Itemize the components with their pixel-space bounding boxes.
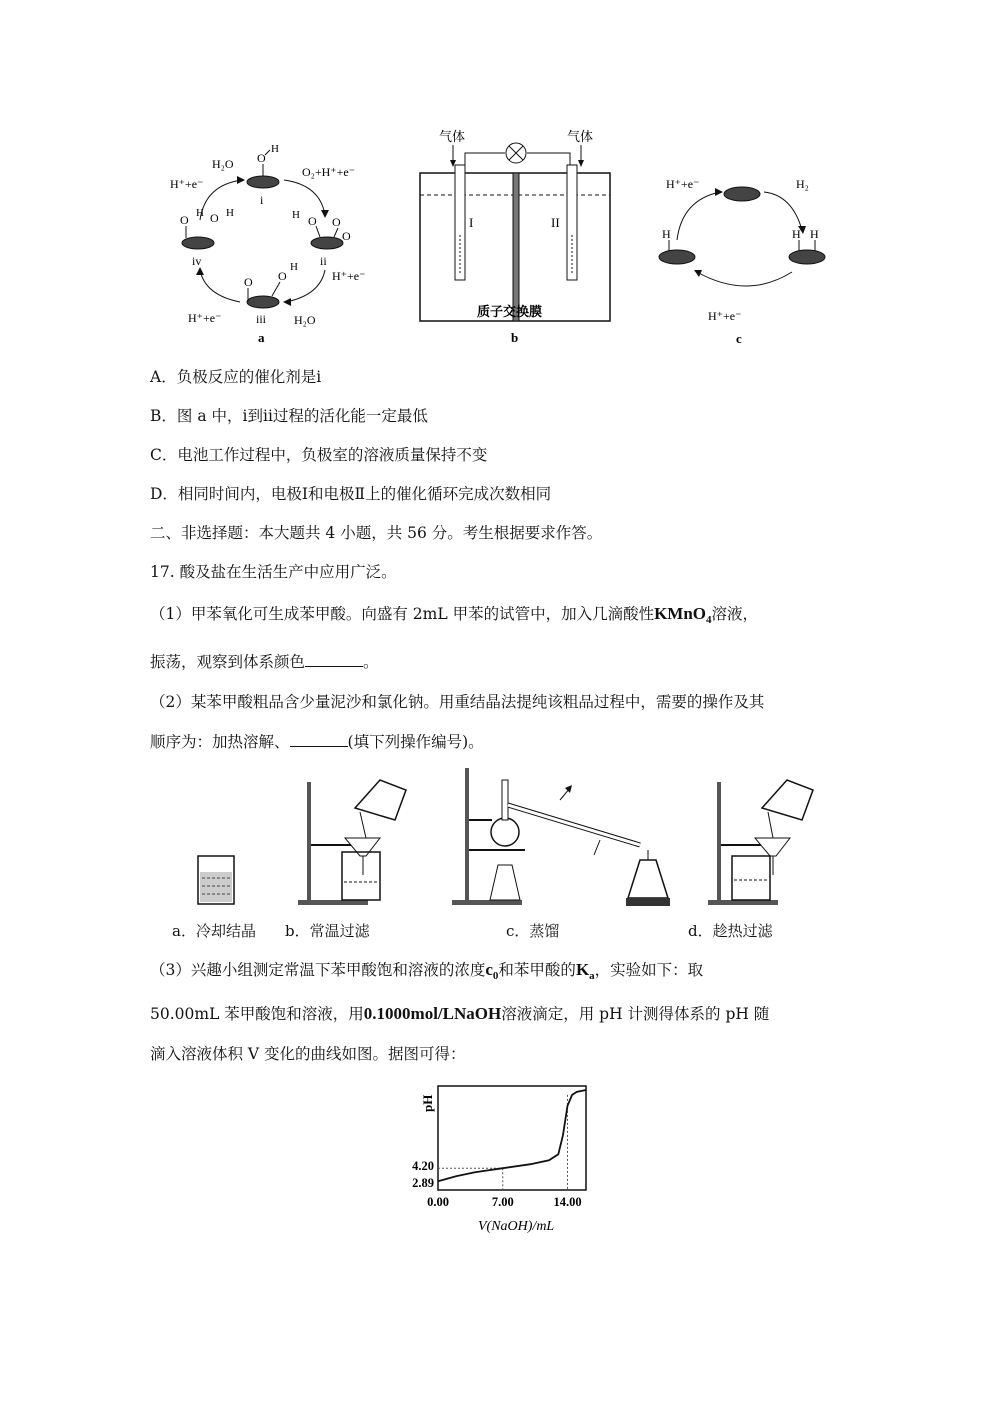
label-he-bottom: H⁺+e⁻ xyxy=(708,309,742,323)
question-17-part1: （1）甲苯氧化可生成苯甲酸。向盛有 2mL 甲苯的试管中，加入几滴酸性KMnO$_4$溶液， xyxy=(150,604,759,627)
filtration-room-temp xyxy=(298,780,406,905)
label-he-right: H⁺+e⁻ xyxy=(332,269,366,283)
x-tick-2: 14.00 xyxy=(553,1195,582,1209)
question-17-stem: 17. 酸及盐在生活生产中应用广泛。 xyxy=(150,563,397,581)
figure-a-catalytic-cycle xyxy=(160,130,390,350)
y-axis-label: pH xyxy=(420,1094,435,1112)
label-electrode-1: I xyxy=(469,215,474,230)
titration-chart xyxy=(410,1078,600,1238)
svg-text:O: O xyxy=(332,215,341,229)
section-heading: 二、非选择题：本大题共 4 小题，共 56 分。考生根据要求作答。 xyxy=(150,524,603,542)
question-17-part2: （2）某苯甲酸粗品含少量泥沙和氯化钠。用重结晶法提纯该粗品过程中，需要的操作及其 xyxy=(150,693,765,711)
svg-text:O: O xyxy=(308,214,317,228)
figure-c-label: c xyxy=(736,331,742,346)
svg-text:O: O xyxy=(342,229,351,243)
series-line xyxy=(438,1090,586,1181)
label-he-top: H⁺+e⁻ xyxy=(666,177,700,191)
figure-c-cycle xyxy=(652,160,842,350)
y-tick-1: 4.20 xyxy=(412,1159,434,1174)
svg-text:H: H xyxy=(662,227,671,241)
x-axis-label: V(NaOH)/mL xyxy=(478,1219,555,1234)
distillation-setup xyxy=(452,768,670,906)
answer-blank-1[interactable] xyxy=(305,665,363,667)
label-iii: iii xyxy=(256,312,267,326)
beaker-cooling xyxy=(198,856,234,904)
figure-b-label: b xyxy=(511,330,519,345)
question-17-part1-cont: 振荡，观察到体系颜色 。 xyxy=(150,653,379,671)
label-h2o-top: H₂O xyxy=(212,157,234,171)
x-tick-1: 7.00 xyxy=(491,1195,514,1209)
label-gas-left: 气体 xyxy=(439,129,466,144)
svg-text:O: O xyxy=(257,151,266,165)
caption-a: a．冷却结晶 xyxy=(172,922,256,940)
question-17-part3-cont: 50.00mL 苯甲酸饱和溶液，用0.1000mol/LNaOH溶液滴定，用 pH 计测得体系的 pH 随 xyxy=(150,1004,770,1023)
caption-b: b．常温过滤 xyxy=(285,922,370,940)
option-d: D．相同时间内，电极Ⅰ和电极Ⅱ上的催化循环完成次数相同 xyxy=(150,485,552,503)
label-h2o-bottom: H₂O xyxy=(294,313,316,327)
figure-a-label: a xyxy=(258,330,265,345)
label-he-bottom: H⁺+e⁻ xyxy=(188,311,222,325)
label-h2: H₂ xyxy=(796,177,809,191)
catalyst-iii xyxy=(244,261,298,326)
question-17-part3-cont2: 滴入溶液体积 V 变化的曲线如图。据图可得： xyxy=(150,1045,466,1063)
catalyst-ii xyxy=(292,209,351,268)
label-he-left: H⁺+e⁻ xyxy=(170,177,204,191)
formula-kmno4: KMnO xyxy=(654,604,707,623)
svg-text:O: O xyxy=(210,211,219,225)
catalyst-iv xyxy=(180,207,234,268)
answer-blank-2[interactable] xyxy=(290,745,348,747)
svg-text:H: H xyxy=(792,227,801,241)
svg-text:O: O xyxy=(278,269,287,283)
y-tick-0: 2.89 xyxy=(412,1176,434,1191)
label-o2: O₂+H⁺+e⁻ xyxy=(302,165,356,179)
caption-d: d．趁热过滤 xyxy=(688,922,773,940)
svg-text:H: H xyxy=(271,143,279,155)
x-tick-0: 0.00 xyxy=(427,1195,449,1209)
concentration-text: 0.1000mol/LNaOH xyxy=(363,1004,502,1023)
label-electrode-2: II xyxy=(551,215,560,230)
label-ii: ii xyxy=(320,254,327,268)
plot-frame xyxy=(438,1086,586,1190)
catalyst-i xyxy=(247,143,279,207)
label-membrane: 质子交换膜 xyxy=(477,304,543,319)
caption-c: c．蒸馏 xyxy=(506,922,560,940)
filtration-hot xyxy=(708,780,813,905)
option-a: A．负极反应的催化剂是ⅰ xyxy=(150,368,322,386)
svg-text:H: H xyxy=(196,207,204,219)
apparatus-figures xyxy=(180,760,840,910)
option-b: B．图 a 中，ⅰ到ⅱ过程的活化能一定最低 xyxy=(150,407,428,425)
label-i: i xyxy=(260,193,264,207)
label-gas-right: 气体 xyxy=(567,129,594,144)
svg-text:O: O xyxy=(244,275,253,289)
svg-text:H: H xyxy=(226,207,234,219)
label-iv: iv xyxy=(192,254,202,268)
svg-text:O: O xyxy=(180,213,189,227)
proton-membrane xyxy=(513,173,519,321)
svg-text:H: H xyxy=(292,209,300,221)
option-c: C．电池工作过程中，负极室的溶液质量保持不变 xyxy=(150,446,488,464)
svg-text:H: H xyxy=(290,261,298,273)
question-17-part3: （3）兴趣小组测定常温下苯甲酸饱和溶液的浓度$c_0$和苯甲酸的$K_a$，实验如下：取 xyxy=(150,960,704,983)
figure-b-fuel-cell xyxy=(415,125,615,350)
question-17-part2-cont: 顺序为：加热溶解、 (填下列操作编号)。 xyxy=(150,733,484,751)
svg-text:H: H xyxy=(810,227,819,241)
